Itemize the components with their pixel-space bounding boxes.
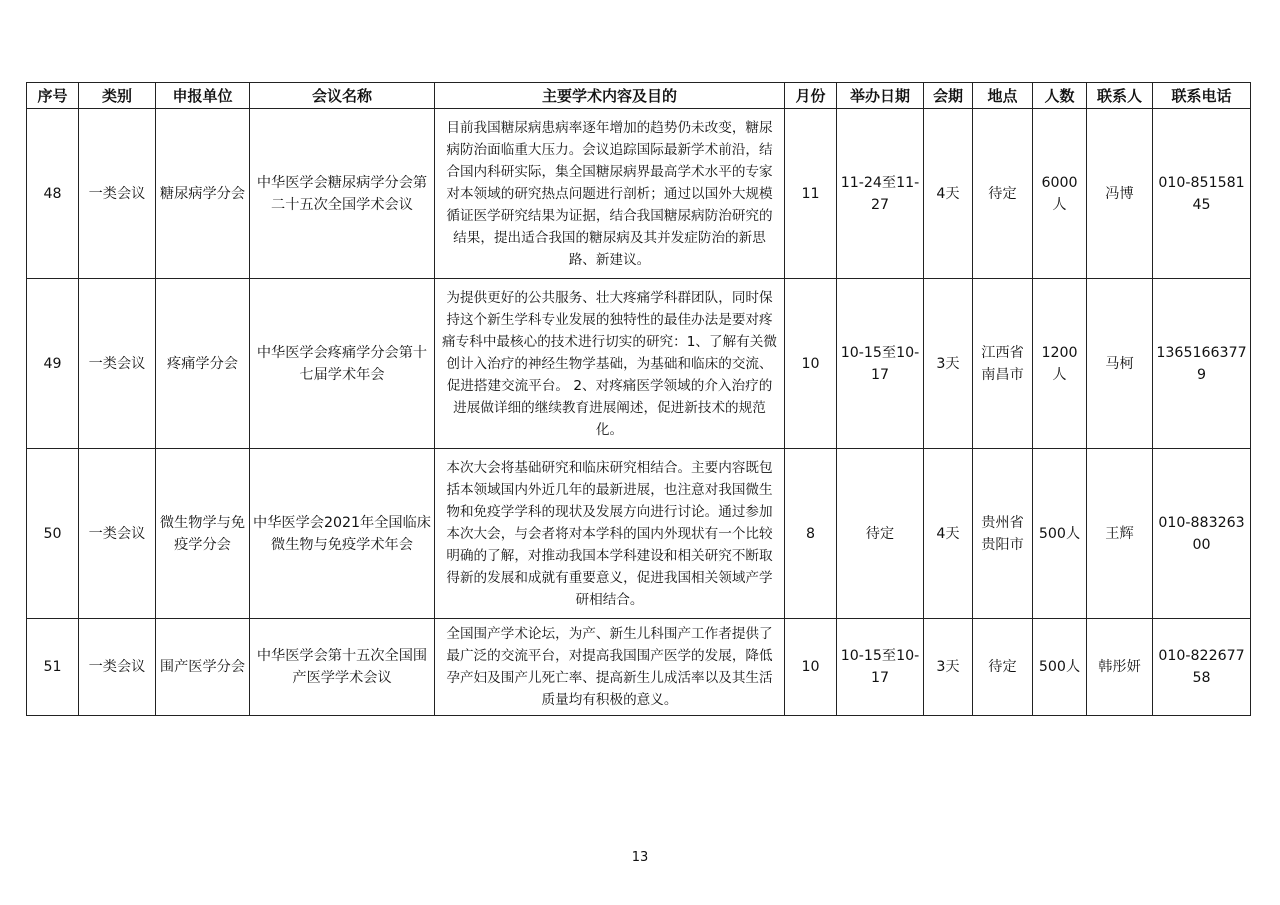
table-row: [27, 109, 1251, 279]
cell-no: 49: [27, 279, 79, 449]
header-phone: 联系电话: [1153, 83, 1251, 109]
cell-month: 8: [785, 449, 837, 619]
cell-no: 48: [27, 109, 79, 279]
header-category: 类别: [79, 83, 156, 109]
cell-contact: 王辉: [1087, 449, 1153, 619]
cell-month: 11: [785, 109, 837, 279]
header-attendees: 人数: [1033, 83, 1087, 109]
cell-duration: 3天: [924, 619, 973, 716]
cell-contact: 马柯: [1087, 279, 1153, 449]
table-row: [27, 279, 1251, 449]
cell-name: 中华医学会糖尿病学分会第二十五次全国学术会议: [250, 109, 435, 279]
cell-attendees: 1200人: [1033, 279, 1087, 449]
cell-unit: 糖尿病学分会: [156, 109, 250, 279]
cell-duration: 4天: [924, 449, 973, 619]
header-duration: 会期: [924, 83, 973, 109]
cell-unit: 疼痛学分会: [156, 279, 250, 449]
cell-duration: 3天: [924, 279, 973, 449]
cell-date: 11-24至11-27: [837, 109, 924, 279]
cell-contact: 冯博: [1087, 109, 1153, 279]
cell-date: 10-15至10-17: [837, 619, 924, 716]
cell-unit: 微生物学与免疫学分会: [156, 449, 250, 619]
header-content: 主要学术内容及目的: [435, 83, 785, 109]
conference-table: [26, 82, 1251, 716]
header-unit: 申报单位: [156, 83, 250, 109]
cell-name: 中华医学会第十五次全国围产医学学术会议: [250, 619, 435, 716]
cell-phone: 13651663779: [1153, 279, 1251, 449]
cell-attendees: 500人: [1033, 619, 1087, 716]
cell-no: 50: [27, 449, 79, 619]
header-date: 举办日期: [837, 83, 924, 109]
header-name: 会议名称: [250, 83, 435, 109]
cell-month: 10: [785, 619, 837, 716]
cell-date: 待定: [837, 449, 924, 619]
header-row: [27, 83, 1251, 109]
cell-phone: 010-82267758: [1153, 619, 1251, 716]
cell-attendees: 500人: [1033, 449, 1087, 619]
cell-category: 一类会议: [79, 619, 156, 716]
cell-category: 一类会议: [79, 109, 156, 279]
cell-phone: 010-85158145: [1153, 109, 1251, 279]
cell-phone: 010-88326300: [1153, 449, 1251, 619]
cell-date: 10-15至10-17: [837, 279, 924, 449]
table-row: [27, 449, 1251, 619]
cell-content: 本次大会将基础研究和临床研究相结合。主要内容既包括本领域国内外近几年的最新进展，也注意对我国微生物和免疫学学科的现状及发展方向进行讨论。通过参加本次大会，与会者将对本学科的国内外现状有一个比较明确的了解，对推动我国本学科建设和相关研究不断取得新的发展和成就有重要意义，促进我国相关领域产学研相结合。: [435, 449, 785, 619]
cell-month: 10: [785, 279, 837, 449]
cell-duration: 4天: [924, 109, 973, 279]
cell-no: 51: [27, 619, 79, 716]
cell-location: 贵州省贵阳市: [973, 449, 1033, 619]
cell-location: 待定: [973, 109, 1033, 279]
cell-location: 江西省南昌市: [973, 279, 1033, 449]
cell-content: 为提供更好的公共服务、壮大疼痛学科群团队，同时保持这个新生学科专业发展的独特性的最佳办法是要对疼痛专科中最核心的技术进行切实的研究：1、了解有关微创计入治疗的神经生物学基础，为基础和临床的交流、促进搭建交流平台。 2、对疼痛医学领域的介入治疗的进展做详细的继续教育进展阐述，促进新技术的规范化。: [435, 279, 785, 449]
table-row: [27, 619, 1251, 716]
cell-content: 全国围产学术论坛，为产、新生儿科围产工作者提供了最广泛的交流平台，对提高我国围产医学的发展，降低孕产妇及围产儿死亡率、提高新生儿成活率以及其生活质量均有积极的意义。: [435, 619, 785, 716]
cell-location: 待定: [973, 619, 1033, 716]
cell-attendees: 6000人: [1033, 109, 1087, 279]
cell-name: 中华医学会2021年全国临床微生物与免疫学术年会: [250, 449, 435, 619]
cell-contact: 韩彤妍: [1087, 619, 1153, 716]
cell-category: 一类会议: [79, 279, 156, 449]
header-contact: 联系人: [1087, 83, 1153, 109]
header-month: 月份: [785, 83, 837, 109]
cell-content: 目前我国糖尿病患病率逐年增加的趋势仍未改变，糖尿病防治面临重大压力。会议追踪国际最新学术前沿，结合国内科研实际，集全国糖尿病界最高学术水平的专家对本领域的研究热点问题进行剖析；通过以国外大规模循证医学研究结果为证据，结合我国糖尿病防治研究的结果，提出适合我国的糖尿病及其并发症防治的新思路、新建议。: [435, 109, 785, 279]
cell-unit: 围产医学分会: [156, 619, 250, 716]
cell-category: 一类会议: [79, 449, 156, 619]
header-no: 序号: [27, 83, 79, 109]
page-number: 13: [631, 850, 649, 865]
cell-name: 中华医学会疼痛学分会第十七届学术年会: [250, 279, 435, 449]
header-location: 地点: [973, 83, 1033, 109]
